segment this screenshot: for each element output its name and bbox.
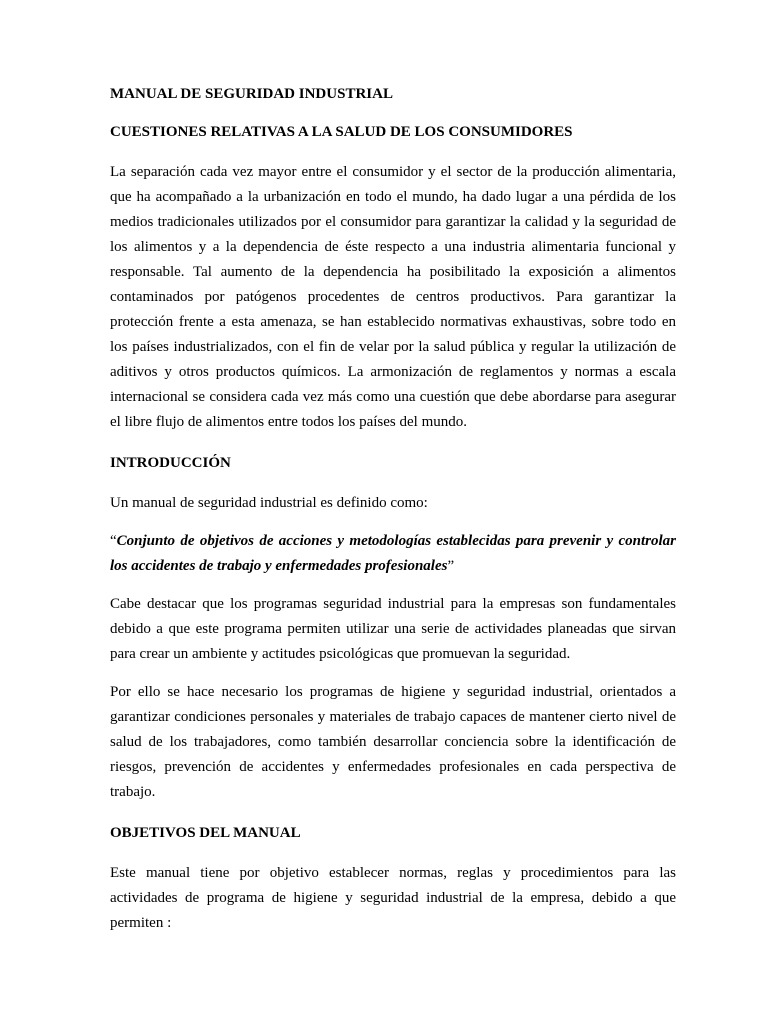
paragraph-program-importance: Cabe destacar que los programas seguridad industrial para la empresas son fundamentales debido a que este programa permiten utilizar una serie de actividades planeadas que sirvan para crear un ambiente y actitudes psicológicas que promuevan la seguridad. [110,596,676,662]
section-heading-objectives: OBJETIVOS DEL MANUAL [110,825,301,841]
definition-quote [110,529,676,579]
section-heading-introduction: INTRODUCCIÓN [110,455,231,471]
definition-quote-text: Conjunto de objetivos de acciones y metodologías establecidas para prevenir y controlar los accidentes de trabajo y enfermedades profesionales [110,533,676,574]
quote-close-mark: ” [447,558,455,574]
document-page [110,84,676,949]
section-heading-consumer-health: CUESTIONES RELATIVAS A LA SALUD DE LOS CONSUMIDORES [110,124,573,140]
document-title: MANUAL DE SEGURIDAD INDUSTRIAL [110,86,393,102]
paragraph-program-necessity: Por ello se hace necesario los programas de higiene y seguridad industrial, orientados a garantizar condiciones personales y materiales de trabajo capaces de mantener cierto nivel de salud de los trabajadores, como también desarrollar conciencia sobre la identificación de riesgos, prevención de accidentes y enfermedades profesionales en cada perspectiva de trabajo. [110,684,676,800]
paragraph-consumer-health: La separación cada vez mayor entre el consumidor y el sector de la producción alimentaria, que ha acompañado a la urbanización en todo el mundo, ha dado lugar a una pérdida de los medios tradicionales utilizados por el consumidor para garantizar la calidad y la seguridad de los alimentos y a la dependencia de éste respecto a una industria alimentaria funcional y responsable. Tal aumento de la dependencia ha posibilitado la exposición a alimentos contaminados por patógenos procedentes de centros productivos. Para garantizar la protección frente a esta amenaza, se han establecido normativas exhaustivas, sobre todo en los países industrializados, con el fin de velar por la salud pública y regular la utilización de aditivos y otros productos químicos. La armonización de reglamentos y normas a escala internacional se considera cada vez más como una cuestión que debe abordarse para asegurar el libre flujo de alimentos entre todos los países del mundo. [110,164,676,430]
paragraph-intro-definition: Un manual de seguridad industrial es definido como: [110,495,428,511]
quote-open-mark: “ [110,533,117,549]
paragraph-objectives: Este manual tiene por objetivo establecer normas, reglas y procedimientos para las actividades de programa de higiene y seguridad industrial de la empresa, debido a que permiten : [110,865,676,931]
